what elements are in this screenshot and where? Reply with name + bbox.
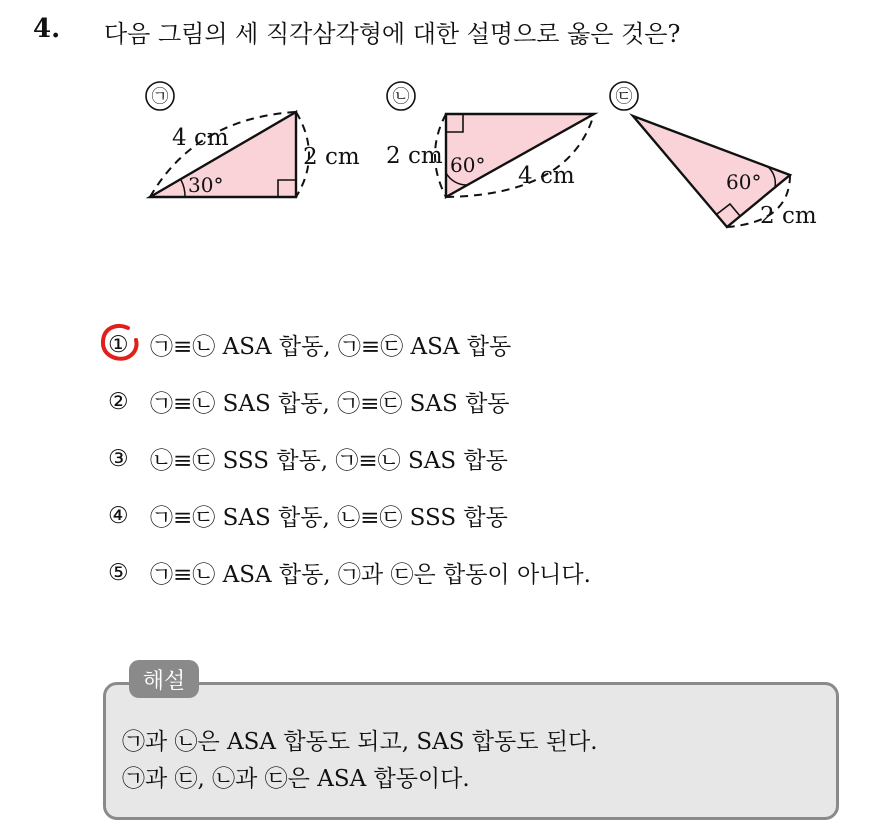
question-number: 4. [33,14,61,44]
choice-4-text: ㉠≡㉢ SAS 합동, ㉡≡㉢ SSS 합동 [150,505,508,531]
triangle-a-hyp-label: 4 cm [172,125,229,151]
triangle-b [386,82,594,197]
choice-3-number: ③ [108,445,129,472]
triangle-b-angle-label: 60° [450,153,486,177]
choice-2[interactable] [108,373,591,430]
solution-tab: 해설 [129,660,199,698]
triangle-b-leg-label: 2 cm [386,143,443,169]
triangle-b-hyp-label: 4 cm [518,163,575,189]
triangle-a-label: ㉠ [151,87,169,107]
choice-4[interactable] [108,487,591,544]
triangles-figure [0,0,884,260]
choice-5-number: ⑤ [108,559,129,586]
choice-5-text: ㉠≡㉡ ASA 합동, ㉠과 ㉢은 합동이 아니다. [150,562,591,588]
triangle-a [146,82,360,197]
choice-1-number: ① [108,331,129,358]
question-text: 다음 그림의 세 직각삼각형에 대한 설명으로 옳은 것은? [104,20,681,48]
choice-4-number: ④ [108,502,129,529]
answer-circle-mark [98,321,144,365]
choice-1-text: ㉠≡㉡ ASA 합동, ㉠≡㉢ ASA 합동 [150,334,512,360]
choice-5[interactable] [108,544,591,601]
triangle-c-label: ㉢ [615,87,633,107]
choice-1[interactable] [108,316,591,373]
triangle-b-label: ㉡ [392,87,410,107]
triangle-c [610,82,817,229]
solution-line-2: ㉠과 ㉢, ㉡과 ㉢은 ASA 합동이다. [122,766,470,792]
choice-list [108,316,591,601]
choice-3[interactable] [108,430,591,487]
choice-3-text: ㉡≡㉢ SSS 합동, ㉠≡㉡ SAS 합동 [150,448,508,474]
choice-2-text: ㉠≡㉡ SAS 합동, ㉠≡㉢ SAS 합동 [150,391,510,417]
triangle-a-angle-label: 30° [188,173,224,197]
triangle-a-leg-label: 2 cm [303,144,360,170]
choice-2-number: ② [108,388,129,415]
triangle-c-leg-label: 2 cm [760,203,817,229]
triangle-c-angle-label: 60° [726,170,762,194]
solution-line-1: ㉠과 ㉡은 ASA 합동도 되고, SAS 합동도 된다. [122,729,598,755]
